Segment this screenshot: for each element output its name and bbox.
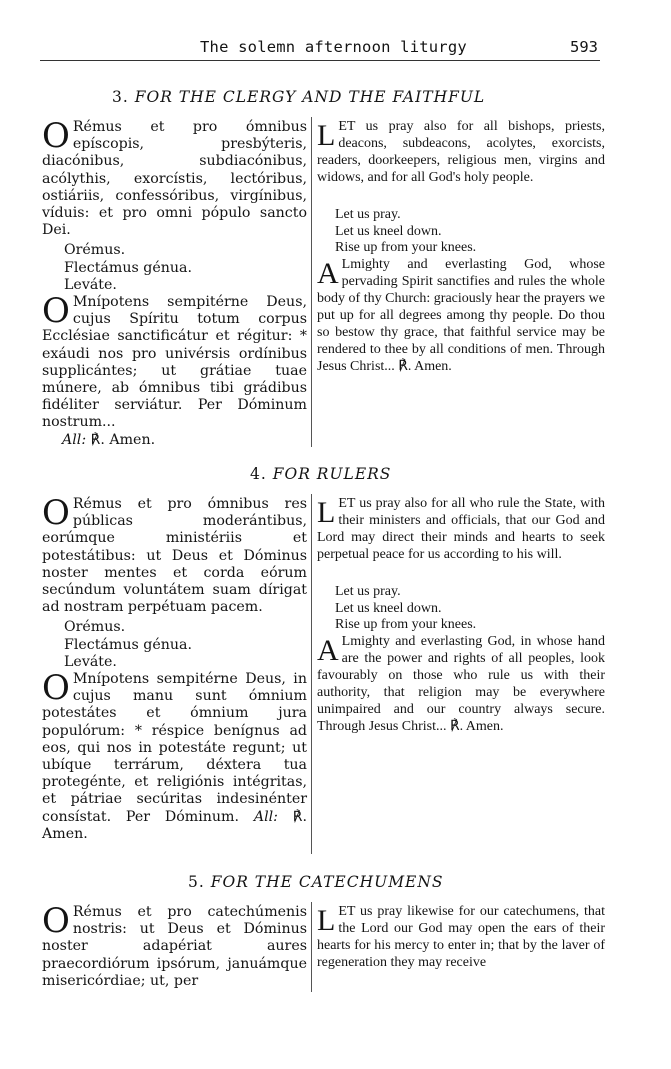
collect-text: Mnípotens sempitérne Deus, in cujus manu sunt ómnium potestátes et ómnium jura populórum: * réspice benígnus ad eos, qui nos in potestáte regunt; ut ubíque terrárum, déxtera tua protegénte, et religiónis intégritas, et pátriae secúritas indesinénter consístat. Per Dóminum. (42, 671, 307, 825)
english-column (317, 904, 605, 972)
response-line: Rise up from your knees. (335, 240, 477, 256)
drop-cap: O (42, 901, 70, 941)
collect-text: Mnípotens sempitérne Deus, cujus Spíritu totum corpus Ecclésiae sanctificátur et régitur: * exáudi nos pro univérsis ordínibus supplicántes; ut grátiae tuae múnere, ab ómnibus tibi grádibus fidéliter serviátur. Per Dóminum nostrum... (42, 294, 307, 431)
section-heading (112, 88, 485, 106)
page-number: 593 (570, 38, 598, 56)
prayer-text: ET us pray also for all who rule the State, with their ministers and officials, that our God and Lord may direct their minds and hearts to seek perpetual peace for us according to his will. (317, 496, 605, 562)
drop-cap: A (317, 634, 339, 668)
running-title: The solemn afternoon liturgy (200, 38, 467, 56)
latin-column (42, 901, 307, 990)
latin-collect (42, 668, 308, 843)
drop-cap: L (317, 904, 336, 937)
running-header (40, 38, 600, 61)
drop-cap: A (317, 257, 339, 291)
section-number: 4. (250, 465, 267, 483)
response-line: Leváte. (64, 276, 117, 293)
english-collect (317, 257, 605, 375)
english-column (317, 119, 605, 376)
english-bidding-prayer (317, 496, 605, 564)
collect-text: Lmighty and everlasting God, in whose hand are the power and rights of all peoples, look favourably on those who rule us with their authority, that religion may be everywhere unimpaired and our country always secure. Through Jesus Christ... ℟. Amen. (317, 634, 605, 734)
latin-column (42, 116, 307, 449)
column-divider (311, 117, 312, 447)
speaker-label: All: (62, 431, 87, 448)
english-bidding-prayer (317, 904, 605, 972)
response-line: Orémus. (64, 242, 126, 259)
latin-collect (42, 291, 307, 432)
section-title: FOR THE CATECHUMENS (210, 873, 444, 891)
speaker-label: All: (253, 808, 278, 825)
section-number: 5. (188, 873, 205, 891)
prayer-text: Rémus et pro ómnibus res públicas moderántibus, eorúmque ministériis et potestátibus: ut Deus et Dóminus noster mentes et corda eórum secúndum voluntátem suam dírigat ad nostram perpétuam pacem. (42, 496, 307, 616)
response-line: Let us kneel down. (335, 223, 442, 239)
drop-cap: O (42, 116, 70, 156)
amen-response: ℟. Amen. (90, 431, 156, 448)
section-number: 3. (112, 88, 129, 106)
response-line: Leváte. (64, 653, 117, 670)
english-bidding-prayer (317, 119, 605, 187)
response-line: Let us kneel down. (335, 600, 442, 616)
drop-cap: O (42, 291, 70, 332)
response-line: Orémus. (64, 619, 126, 636)
column-divider (311, 902, 312, 992)
prayer-text: Rémus et pro ómnibus epíscopis, presbýteris, diacónibus, subdiacónibus, acólythis, exorcístis, lectóribus, ostiáriis, confessóribus, virgínibus, víduis: et pro omni pópulo sancto Dei. (42, 119, 307, 239)
section-title: FOR RULERS (272, 465, 392, 483)
response-line: Let us pray. (335, 583, 401, 599)
column-divider (311, 494, 312, 854)
response-line: Flectámus génua. (64, 259, 192, 276)
latin-column (42, 493, 308, 843)
drop-cap: L (317, 496, 336, 529)
section-heading (250, 465, 391, 483)
english-collect (317, 634, 605, 735)
drop-cap: O (42, 668, 70, 709)
drop-cap: O (42, 493, 70, 533)
response-line: Let us pray. (335, 206, 401, 222)
latin-ending (42, 432, 307, 449)
prayer-text: ET us pray also for all bishops, priests, deacons, subdeacons, acolytes, exorcists, readers, doorkeepers, religious men, virgins and widows, and for all God's holy people. (317, 119, 605, 185)
response-line: Rise up from your knees. (335, 617, 477, 633)
collect-text: Lmighty and everlasting God, whose pervading Spirit sanctifies and rules the whole body of thy Church: graciously hear the prayers we put up for all degrees among thy people. Do thou so bestow thy grace, that faithful service may be rendered to thee by all conditions of men. Through Jesus Christ... ℟. Amen. (317, 257, 605, 374)
prayer-text: Rémus et pro catechúmenis nostris: ut Deus et Dóminus noster adapériat aures praecordiórum ipsórum, januámque misericórdiae; ut, per (42, 904, 307, 989)
english-column (317, 496, 605, 736)
latin-bidding-prayer (42, 116, 307, 239)
section-heading (188, 873, 444, 891)
section-title: FOR THE CLERGY AND THE FAITHFUL (134, 88, 486, 106)
latin-bidding-prayer (42, 493, 307, 616)
latin-bidding-prayer (42, 901, 307, 990)
response-line: Flectámus génua. (64, 636, 192, 653)
amen-response: ℟. Amen. (42, 808, 308, 842)
drop-cap: L (317, 119, 336, 152)
prayer-text: ET us pray likewise for our catechumens, that the Lord our God may open the ears of their hearts for his mercy to enter in; that by the laver of regeneration they may receive (317, 904, 605, 970)
